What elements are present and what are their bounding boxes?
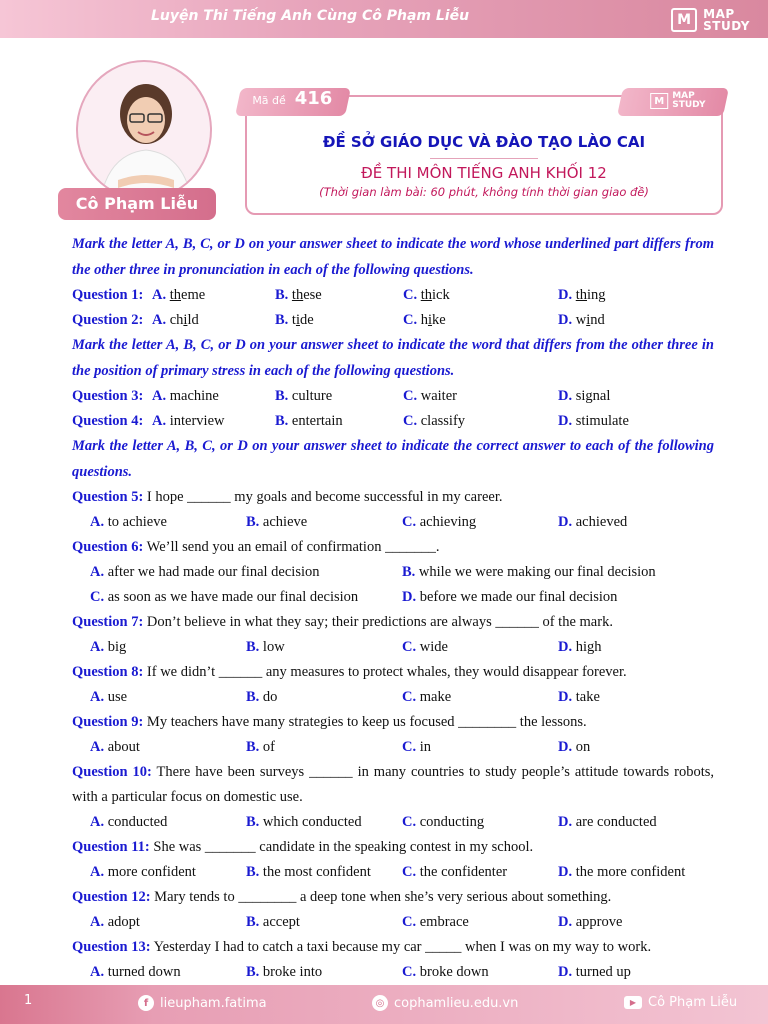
logo-line1: MAP: [672, 91, 695, 101]
teacher-card: [70, 60, 225, 225]
question-stem: Question 8: If we didn’t ______ any measures to protect whales, they would disappear forever.: [72, 664, 627, 680]
option-c[interactable]: C. embrace: [402, 914, 469, 930]
exam-department: ĐỀ SỞ GIÁO DỤC VÀ ĐÀO TẠO LÀO CAI: [322, 133, 646, 151]
option-d[interactable]: D. turned up: [558, 964, 631, 980]
header-title: Luyện Thi Tiếng Anh Cùng Cô Phạm Liễu: [150, 8, 470, 24]
question-stem: Question 12: Mary tends to ________ a deep tone when she’s very serious about something.: [72, 889, 612, 905]
options-row: [72, 960, 714, 985]
instruction-pronunciation: Mark the letter A, B, C, or D on your answer sheet to indicate the word whose underlined part differs from the other three in pronunciation in each of the following questions.: [72, 236, 714, 278]
options-row: [72, 685, 714, 710]
option-a[interactable]: A. theme: [152, 287, 206, 303]
options-row: [72, 810, 714, 835]
youtube-icon: ▶: [624, 996, 642, 1009]
brand-text: [703, 8, 750, 32]
question-stem: Question 9: My teachers have many strategies to keep us focused ________ the lessons.: [72, 714, 587, 730]
instruction-stress: Mark the letter A, B, C, or D on your answer sheet to indicate the word that differs from the other three in the position of primary stress in each of the following questions.: [72, 337, 714, 379]
option-b[interactable]: B. low: [246, 639, 285, 655]
option-d[interactable]: D. thing: [558, 287, 606, 303]
option-d[interactable]: D. stimulate: [558, 413, 629, 429]
exam-code-tab: [235, 88, 351, 116]
exam-duration: (Thời gian làm bài: 60 phút, không tính thời gian giao đề): [319, 185, 649, 199]
question-stem: Question 7: Don’t believe in what they say; their predictions are always ______ of the mark.: [72, 614, 613, 630]
option-b[interactable]: B. entertain: [275, 413, 343, 429]
option-a[interactable]: A. interview: [152, 413, 225, 429]
exam-logo-tab: [617, 88, 729, 116]
question-label: Question 3:: [72, 388, 144, 404]
option-a[interactable]: A. more confident: [90, 864, 196, 880]
options-row: [72, 910, 714, 935]
option-a[interactable]: A. after we had made our final decision: [90, 564, 320, 580]
facebook-icon: f: [138, 995, 154, 1011]
question-row: [72, 384, 714, 409]
website-url: cophamlieu.edu.vn: [394, 995, 519, 1011]
teacher-name-plate: Cô Phạm Liễu: [58, 188, 216, 220]
option-a[interactable]: A. adopt: [90, 914, 140, 930]
option-a[interactable]: A. use: [90, 689, 128, 705]
option-b[interactable]: B. the most confident: [246, 864, 371, 880]
option-b[interactable]: B. which conducted: [246, 814, 362, 830]
option-d[interactable]: D. high: [558, 639, 602, 655]
question-row: [72, 409, 714, 434]
exam-subject: ĐỀ THI MÔN TIẾNG ANH KHỐI 12: [361, 164, 607, 182]
option-b[interactable]: B. of: [246, 739, 276, 755]
option-a[interactable]: A. to achieve: [90, 514, 167, 530]
brand-mark: M: [671, 8, 697, 32]
website-link[interactable]: [372, 995, 518, 1011]
option-b[interactable]: B. these: [275, 287, 322, 303]
question-label: Question 4:: [72, 413, 144, 429]
option-c[interactable]: C. the confidenter: [402, 864, 508, 880]
option-c[interactable]: C. achieving: [402, 514, 477, 530]
facebook-handle: lieupham.fatima: [160, 995, 267, 1011]
option-c[interactable]: C. thick: [403, 287, 450, 303]
option-c[interactable]: C. make: [402, 689, 452, 705]
option-d[interactable]: D. signal: [558, 388, 611, 404]
exam-content: [72, 232, 714, 985]
option-d[interactable]: D. on: [558, 739, 591, 755]
option-a[interactable]: A. machine: [152, 388, 219, 404]
option-c[interactable]: C. in: [402, 739, 432, 755]
option-c[interactable]: C. broke down: [402, 964, 489, 980]
options-row: [72, 860, 714, 885]
option-a[interactable]: A. conducted: [90, 814, 168, 830]
question-row: [72, 308, 714, 333]
exam-code-number: 416: [294, 88, 332, 109]
option-b[interactable]: B. do: [246, 689, 278, 705]
option-c[interactable]: C. waiter: [403, 388, 457, 404]
exam-divider: [430, 158, 538, 159]
question-stem: Question 10: There have been surveys ______ in many countries to study people’s attitude towards robots, with a particular focus on domestic use.: [72, 764, 714, 805]
option-c[interactable]: C. hike: [403, 312, 446, 328]
teacher-portrait-icon: [78, 62, 212, 200]
options-row: [72, 560, 714, 585]
facebook-link[interactable]: [138, 995, 267, 1011]
option-c[interactable]: C. conducting: [402, 814, 485, 830]
question-row: [72, 283, 714, 308]
brand-logo: [671, 6, 750, 34]
option-d[interactable]: D. are conducted: [558, 814, 657, 830]
question-stem: Question 6: We’ll send you an email of confirmation _______.: [72, 539, 440, 555]
question-stem: Question 11: She was _______ candidate in the speaking contest in my school.: [72, 839, 534, 855]
logo-text: [672, 92, 705, 110]
options-row: [72, 510, 714, 535]
option-a[interactable]: A. big: [90, 639, 127, 655]
instruction-correct-answer: Mark the letter A, B, C, or D on your answer sheet to indicate the correct answer to each of the following questions.: [72, 438, 714, 480]
brand-line2: STUDY: [703, 19, 750, 33]
option-d[interactable]: D. the more confident: [558, 864, 686, 880]
option-b[interactable]: B. broke into: [246, 964, 323, 980]
question-stem: Question 5: I hope ______ my goals and become successful in my career.: [72, 489, 503, 505]
logo-line2: STUDY: [672, 100, 706, 110]
option-b[interactable]: B. while we were making our final decision: [402, 564, 656, 580]
option-b[interactable]: B. achieve: [246, 514, 308, 530]
exam-code-label: Mã đề: [252, 94, 286, 107]
options-row: [72, 635, 714, 660]
option-b[interactable]: B. tide: [275, 312, 314, 328]
option-c[interactable]: C. as soon as we have made our final decision: [90, 589, 359, 605]
question-label: Question 2:: [72, 312, 144, 328]
logo-mark: M: [650, 93, 668, 109]
option-b[interactable]: B. culture: [275, 388, 333, 404]
option-c[interactable]: C. classify: [403, 413, 466, 429]
question-stem: Question 13: Yesterday I had to catch a taxi because my car _____ when I was on my way to work.: [72, 939, 652, 955]
youtube-link[interactable]: [624, 995, 737, 1010]
options-row: [72, 735, 714, 760]
option-d[interactable]: D. take: [558, 689, 600, 705]
option-b[interactable]: B. accept: [246, 914, 300, 930]
question-label: Question 1:: [72, 287, 144, 303]
brand-line1: MAP: [703, 7, 735, 21]
option-c[interactable]: C. wide: [402, 639, 448, 655]
footer-bar: [0, 985, 768, 1024]
globe-icon: ◎: [372, 995, 388, 1011]
option-d[interactable]: D. approve: [558, 914, 623, 930]
option-d[interactable]: D. before we made our final decision: [402, 589, 618, 605]
option-d[interactable]: D. wind: [558, 312, 605, 328]
option-d[interactable]: D. achieved: [558, 514, 628, 530]
options-row: [72, 585, 714, 610]
youtube-channel: Cô Phạm Liễu: [648, 995, 738, 1010]
header-bar: [0, 0, 768, 38]
option-a[interactable]: A. child: [152, 312, 199, 328]
option-a[interactable]: A. about: [90, 739, 140, 755]
teacher-photo: [76, 60, 212, 200]
option-a[interactable]: A. turned down: [90, 964, 181, 980]
page-number: 1: [24, 993, 33, 1008]
